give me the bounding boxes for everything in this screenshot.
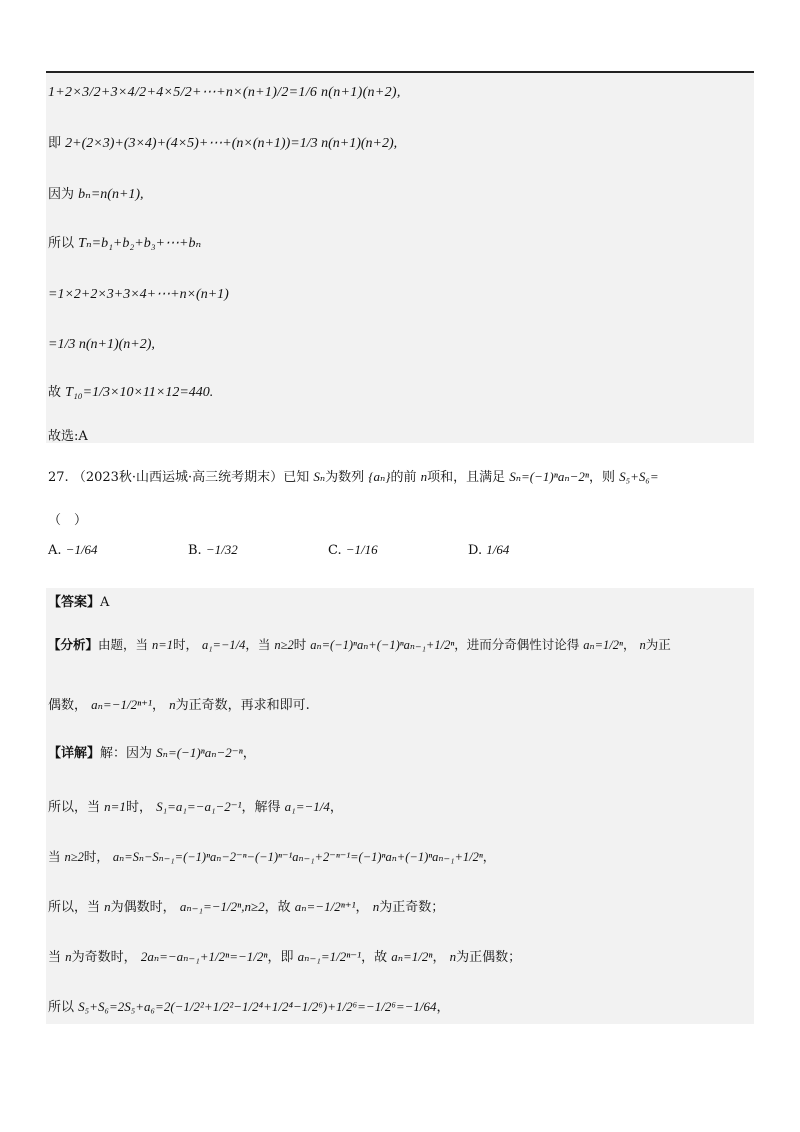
analysis-text: ，进而分奇偶性讨论得 (454, 637, 580, 652)
detail-text: 为正奇数； (379, 900, 445, 915)
detail-text: 为偶数时， (110, 900, 176, 915)
sn-symbol: Sₙ (313, 469, 326, 484)
detail-text: 时， (125, 800, 152, 815)
n-symbol: n (65, 949, 72, 964)
an-odd-form: aₙ=−1/2ⁿ⁺¹ (91, 697, 152, 712)
option-b-value: −1/32 (205, 542, 238, 557)
question-number: 27. (48, 470, 69, 485)
tn-closed-form: =1/3 n(n+1)(n+2), (48, 337, 155, 352)
detail-text: 所以 (48, 1000, 75, 1015)
condition-formula: Sₙ=(−1)ⁿaₙ−2ⁿ (509, 469, 589, 484)
question-text: 项和，且满足 (427, 470, 506, 485)
detail-text: ，故 (264, 900, 291, 915)
line-prefix: 故 (48, 385, 62, 400)
t10-result: T₁₀=1/3×10×11×12=440. (65, 385, 214, 400)
n-geq-2: n≥2 (64, 850, 84, 864)
question-text: 的前 (390, 470, 417, 485)
answer-value: A (100, 595, 110, 610)
even-case-result: aₙ=−1/2ⁿ⁺¹ (294, 899, 356, 914)
question-text: 为数列 (325, 470, 365, 485)
detail-line-6 (48, 998, 450, 1017)
option-d-label: D. (468, 543, 483, 558)
detail-line-1 (48, 744, 256, 763)
option-c[interactable] (328, 542, 378, 558)
answer-label: 【答案】 (48, 595, 101, 610)
analysis-text: 偶数， (48, 698, 88, 713)
sum-equation: 1+2×3/2+3×4/2+4×5/2+⋯+n×(n+1)/2=1/6 n(n+1)(n+2), (48, 85, 401, 100)
option-a[interactable] (48, 542, 98, 558)
detail-line-2 (48, 798, 343, 817)
option-c-value: −1/16 (345, 542, 378, 557)
detail-text: ， (436, 1000, 450, 1015)
detail-text: 为正偶数； (456, 950, 522, 965)
question-27 (48, 468, 659, 487)
analysis-text: 由题，当 (98, 637, 149, 652)
detail-text: ，故 (361, 950, 388, 965)
analysis-line-2 (48, 696, 310, 715)
a1-result: a₁=−1/4 (284, 799, 330, 814)
tn-definition: Tₙ=b₁+b₂+b₃+⋯+bₙ (78, 236, 202, 251)
answer-blank: （ ） (48, 513, 88, 528)
solution-line-4 (48, 235, 201, 253)
detail-text: 时， (83, 849, 109, 864)
detail-line-5 (48, 948, 521, 967)
n-symbol: n (449, 949, 457, 964)
detail-text: 当 (48, 950, 62, 965)
an-even-form: aₙ=1/2ⁿ (583, 638, 623, 652)
detail-text: ， (242, 746, 256, 761)
analysis-text: ， (151, 698, 165, 713)
option-d-value: 1/64 (486, 542, 510, 557)
solution-line-3 (48, 186, 144, 204)
detail-text: ， (482, 849, 496, 864)
question-source: （2023秋·山西运城·高三统考期末） (72, 470, 284, 485)
detail-text: ， (432, 950, 446, 965)
n-symbol: n (169, 697, 176, 712)
option-b-label: B. (188, 543, 202, 558)
n-geq-2: n≥2 (274, 638, 294, 652)
analysis-text: ，当 (245, 637, 271, 652)
n-symbol: n (639, 638, 646, 652)
detail-text: 为奇数时， (71, 950, 137, 965)
analysis-text: 为正 (645, 637, 671, 652)
n-equals-1: n=1 (152, 638, 173, 652)
option-a-value: −1/64 (65, 542, 98, 557)
n-equals-1: n=1 (104, 799, 126, 814)
n-symbol: n (372, 899, 380, 914)
recurrence: aₙ=(−1)ⁿaₙ+(−1)ⁿaₙ₋₁+1/2ⁿ (310, 638, 455, 652)
final-sum-equation: S₅+S₆=2S₅+a₆=2(−1/2²+1/2²−1/2⁴+1/2⁴−1/2⁶)+1/2⁶=−1/2⁶=−1/64 (78, 999, 437, 1014)
analysis-text: 时， (172, 637, 198, 652)
line-prefix: 因为 (48, 187, 75, 202)
solution-choice: 故选:A (48, 429, 88, 444)
sum-equation-2: 2+(2×3)+(3×4)+(4×5)+⋯+(n×(n+1))=1/3 n(n+1)(n+2), (65, 136, 398, 151)
n-symbol: n (104, 899, 111, 914)
solution-line-6 (48, 336, 155, 354)
detail-line-3 (48, 848, 495, 866)
odd-case-equation: 2aₙ=−aₙ₋₁+1/2ⁿ=−1/2ⁿ (140, 949, 268, 964)
detail-text: ， (355, 900, 369, 915)
option-a-label: A. (48, 543, 62, 558)
option-b[interactable] (188, 542, 238, 558)
detail-text: 解：因为 (100, 746, 153, 761)
a1-value: a₁=−1/4 (201, 638, 246, 652)
analysis-text: ， (622, 637, 636, 652)
detail-text: 所以，当 (48, 800, 101, 815)
answer-line (48, 594, 109, 612)
option-c-label: C. (328, 543, 342, 558)
analysis-label: 【分析】 (48, 637, 99, 652)
analysis-line-1 (48, 636, 671, 654)
option-d[interactable] (468, 542, 509, 558)
detail-text: ， (329, 800, 343, 815)
odd-case-equation-2: aₙ₋₁=1/2ⁿ⁻¹ (297, 949, 362, 964)
even-case-equation: aₙ₋₁=−1/2ⁿ,n≥2 (179, 899, 265, 914)
question-text: ，则 (588, 470, 615, 485)
n-symbol: n (420, 469, 428, 484)
bn-definition: bₙ=n(n+1), (78, 187, 144, 202)
detail-label: 【详解】 (48, 746, 101, 761)
detail-line-4 (48, 898, 444, 917)
line-prefix: 所以 (48, 236, 75, 251)
line-prefix: 即 (48, 136, 62, 151)
solution-line-2 (48, 135, 397, 153)
odd-case-result: aₙ=1/2ⁿ (391, 949, 433, 964)
detail-text: 所以，当 (48, 900, 101, 915)
target-expression: S₅+S₆= (619, 469, 659, 484)
detail-text: ，解得 (241, 800, 281, 815)
solution-line-7 (48, 384, 213, 402)
question-text: 已知 (283, 470, 310, 485)
s1-equation: S₁=a₁=−a₁−2⁻¹ (156, 799, 242, 814)
tn-expansion: =1×2+2×3+3×4+⋯+n×(n+1) (48, 287, 229, 302)
an-derivation: aₙ=Sₙ−Sₙ₋₁=(−1)ⁿaₙ−2⁻ⁿ−(−1)ⁿ⁻¹aₙ₋₁+2⁻ⁿ⁻¹=(−1)ⁿaₙ+(−1)ⁿaₙ₋₁+1/2ⁿ (112, 850, 483, 864)
detail-text: 当 (48, 849, 61, 864)
solution-line-5 (48, 286, 229, 304)
analysis-text: 为正奇数，再求和即可. (175, 698, 310, 713)
sequence-symbol: {aₙ} (368, 469, 391, 484)
detail-text: ，即 (267, 950, 294, 965)
analysis-text: 时 (293, 637, 307, 652)
solution-line-1 (48, 84, 401, 102)
given-condition: Sₙ=(−1)ⁿaₙ−2⁻ⁿ (156, 745, 243, 760)
